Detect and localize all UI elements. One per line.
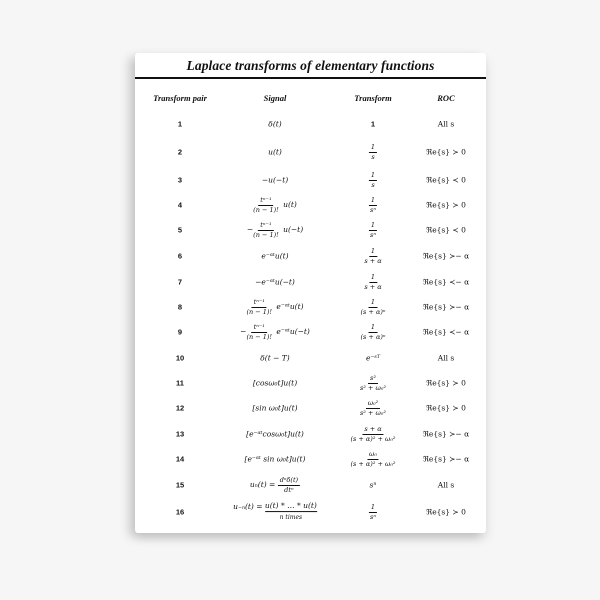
cell-pair: 7 [177,277,183,287]
cell-signal [246,299,303,315]
transform-fraction [360,400,386,416]
cell-pair: 13 [175,429,185,439]
signal [246,299,303,315]
cell-roc: ℜe{s} ≻ 0 [426,378,466,388]
cell-signal [262,176,288,185]
signal-fraction [246,324,272,340]
transform-denominator: (s + α)² + ω₀² [350,434,396,443]
cell-roc: All s [437,119,455,129]
cell-roc: All s [437,480,455,490]
cell-roc: All s [437,353,455,363]
transform [360,375,386,391]
cell-signal [233,502,317,522]
cell-roc: ℜe{s} ≻− α [422,302,470,312]
canvas-print [135,53,486,533]
title-rule [135,77,486,79]
transform-denominator: s [371,152,375,161]
cell-signal [260,354,289,363]
cell-pair: 4 [177,200,183,210]
cell-roc: ℜe{s} ≻− α [422,429,470,439]
document-title: Laplace transforms of elementary functions [186,58,435,73]
transform [369,144,377,160]
signal-numerator: tⁿ⁻¹ [260,221,272,229]
signal: −e⁻ᵅᵗu(−t) [255,277,295,287]
cell-transform [360,400,386,416]
signal-suffix: e⁻ᵅᵗu(−t) [274,327,310,336]
cell-transform [350,426,395,442]
cell-transform [364,248,381,264]
transform [369,504,377,520]
cell-signal [268,148,282,157]
signal-numerator: tⁿ⁻¹ [260,196,272,204]
cell-signal [247,222,303,238]
cell-transform [364,274,381,290]
signal-prefix: uₙ(t) = [249,480,278,489]
header-roc: ROC [437,93,455,103]
signal-numerator: tⁿ⁻¹ [253,298,265,306]
transform [350,426,395,442]
cell-transform [369,222,377,238]
cell-signal [245,455,306,464]
transform [360,400,386,416]
signal: [e⁻ᵅᵗcosω₀t]u(t) [246,429,304,439]
header-transform-pair: Transform pair [153,93,207,103]
signal [247,222,303,238]
transform [364,248,381,264]
signal-fraction [278,477,300,493]
signal-brace-top: u(t) * … * u(t) [265,502,317,512]
transform-fraction [369,504,377,520]
transform-fraction [350,451,395,467]
cell-transform [369,197,377,213]
transform-numerator: s² [370,374,376,382]
signal [253,197,297,213]
cell-pair: 8 [177,302,183,312]
transform-denominator: (s + α)ⁿ [360,332,386,341]
cell-roc: ℜe{s} ≻− α [422,251,470,261]
cell-signal [246,430,304,439]
signal [233,502,317,522]
transform-fraction [360,299,385,315]
transform: sⁿ [369,480,377,490]
signal-suffix: e⁻ᵅᵗu(t) [274,302,304,311]
transform-numerator: 1 [370,171,376,179]
cell-roc: ℜe{s} ≺− α [422,277,470,287]
cell-pair: 1 [177,119,183,129]
cell-roc: ℜe{s} ≻ 0 [426,147,466,157]
signal-fraction [253,197,279,213]
transform-denominator: sⁿ [370,230,376,239]
cell-signal [253,379,297,388]
cell-roc: ℜe{s} ≺ 0 [426,225,466,235]
transform-denominator: s [371,180,375,189]
signal-prefix: u₋ₙ(t) = [233,502,265,512]
cell-pair: 15 [175,480,185,490]
cell-pair: 10 [175,353,185,363]
cell-transform [369,144,377,160]
signal-suffix: u(t) [280,200,297,209]
cell-transform [360,324,385,340]
transform-denominator: s + α [364,282,382,291]
cell-pair: 14 [175,454,185,464]
signal: δ(t − T) [260,353,290,363]
cell-pair: 16 [175,507,185,517]
cell-pair: 5 [177,225,183,235]
signal: [sin ω₀t]u(t) [252,403,298,413]
signal: e⁻ᵅᵗu(t) [261,251,289,261]
cell-transform [370,481,377,490]
cell-signal [268,120,281,129]
signal-denominator: (n − 1)! [246,307,273,316]
transform-denominator: (s + α)² + ω₀² [350,459,396,468]
transform [369,222,377,238]
cell-transform [369,504,377,520]
signal-brace-label: n times [279,514,303,522]
transform-numerator: ω₀ [369,450,377,458]
transform-fraction [360,324,385,340]
signal-numerator: tⁿ⁻¹ [253,323,265,331]
cell-transform [350,451,395,467]
transform [350,451,395,467]
signal-numerator: dⁿδ(t) [279,476,299,484]
cell-signal [255,278,295,287]
cell-roc: ℜe{s} ≺ 0 [426,175,466,185]
signal: [cosω₀t]u(t) [252,378,298,388]
cell-transform [366,354,380,363]
transform-denominator: s² + ω₀² [359,383,387,392]
signal-fraction [246,299,272,315]
header-transform: Transform [354,93,392,103]
signal-underbrace [265,502,317,522]
signal: −u(−t) [261,175,289,185]
cell-roc: ℜe{s} ≻ 0 [426,200,466,210]
cell-signal [250,477,300,493]
cell-transform [360,375,386,391]
transform [369,197,377,213]
transform-denominator: s² + ω₀² [359,408,387,417]
cell-pair: 2 [177,147,183,157]
signal-denominator: (n − 1)! [246,332,273,341]
transform-fraction [369,197,377,213]
cell-signal [252,404,297,413]
cell-pair: 11 [176,378,184,388]
signal: u(t) [268,147,282,157]
transform-fraction [360,375,386,391]
transform-numerator: 1 [370,273,376,281]
transform-denominator: sⁿ [370,205,376,214]
transform-numerator: 1 [370,247,376,255]
signal [240,324,310,340]
transform-numerator: 1 [370,298,376,306]
transform [360,299,385,315]
header-signal: Signal [263,93,287,103]
transform-fraction [364,274,381,290]
transform-denominator: sⁿ [370,512,376,521]
transform-denominator: (s + α)ⁿ [360,307,386,316]
signal-denominator: (n − 1)! [253,230,279,239]
signal-prefix: − [246,225,254,234]
transform-numerator: 1 [370,143,376,151]
transform-fraction [369,144,377,160]
transform-fraction [369,222,377,238]
transform: 1 [370,119,376,129]
cell-transform [360,299,385,315]
transform-fraction [364,248,381,264]
cell-signal [240,324,310,340]
cell-pair: 6 [177,251,183,261]
signal [250,477,300,493]
signal-denominator: (n − 1)! [253,205,279,214]
cell-transform [371,120,375,129]
transform [360,324,385,340]
signal-denominator: dtⁿ [284,485,294,494]
cell-signal [261,252,288,261]
transform-fraction [350,426,395,442]
transform-numerator: ω₀² [367,399,379,407]
signal: [e⁻ᵅᵗ sin ω₀t]u(t) [244,454,306,464]
cell-pair: 9 [177,327,183,337]
transform-numerator: 1 [370,323,376,331]
cell-pair: 12 [175,403,185,413]
transform-denominator: s + α [364,256,382,265]
cell-roc: ℜe{s} ≺− α [422,327,470,337]
transform-numerator: 1 [370,196,376,204]
cell-roc: ℜe{s} ≻ 0 [426,403,466,413]
transform: e⁻ˢᵀ [365,353,381,363]
signal-suffix: u(−t) [280,225,304,234]
transform [369,172,377,188]
transform-numerator: 1 [370,503,376,511]
cell-roc: ℜe{s} ≻− α [422,454,470,464]
cell-roc: ℜe{s} ≻ 0 [426,507,466,517]
signal-fraction [253,222,279,238]
cell-transform [369,172,377,188]
signal: δ(t) [268,119,282,129]
transform-numerator: 1 [370,221,376,229]
transform [364,274,381,290]
cell-signal [253,197,297,213]
transform-numerator: s + α [364,425,382,433]
signal-prefix: − [240,327,247,336]
transform-fraction [369,172,377,188]
cell-pair: 3 [177,175,183,185]
